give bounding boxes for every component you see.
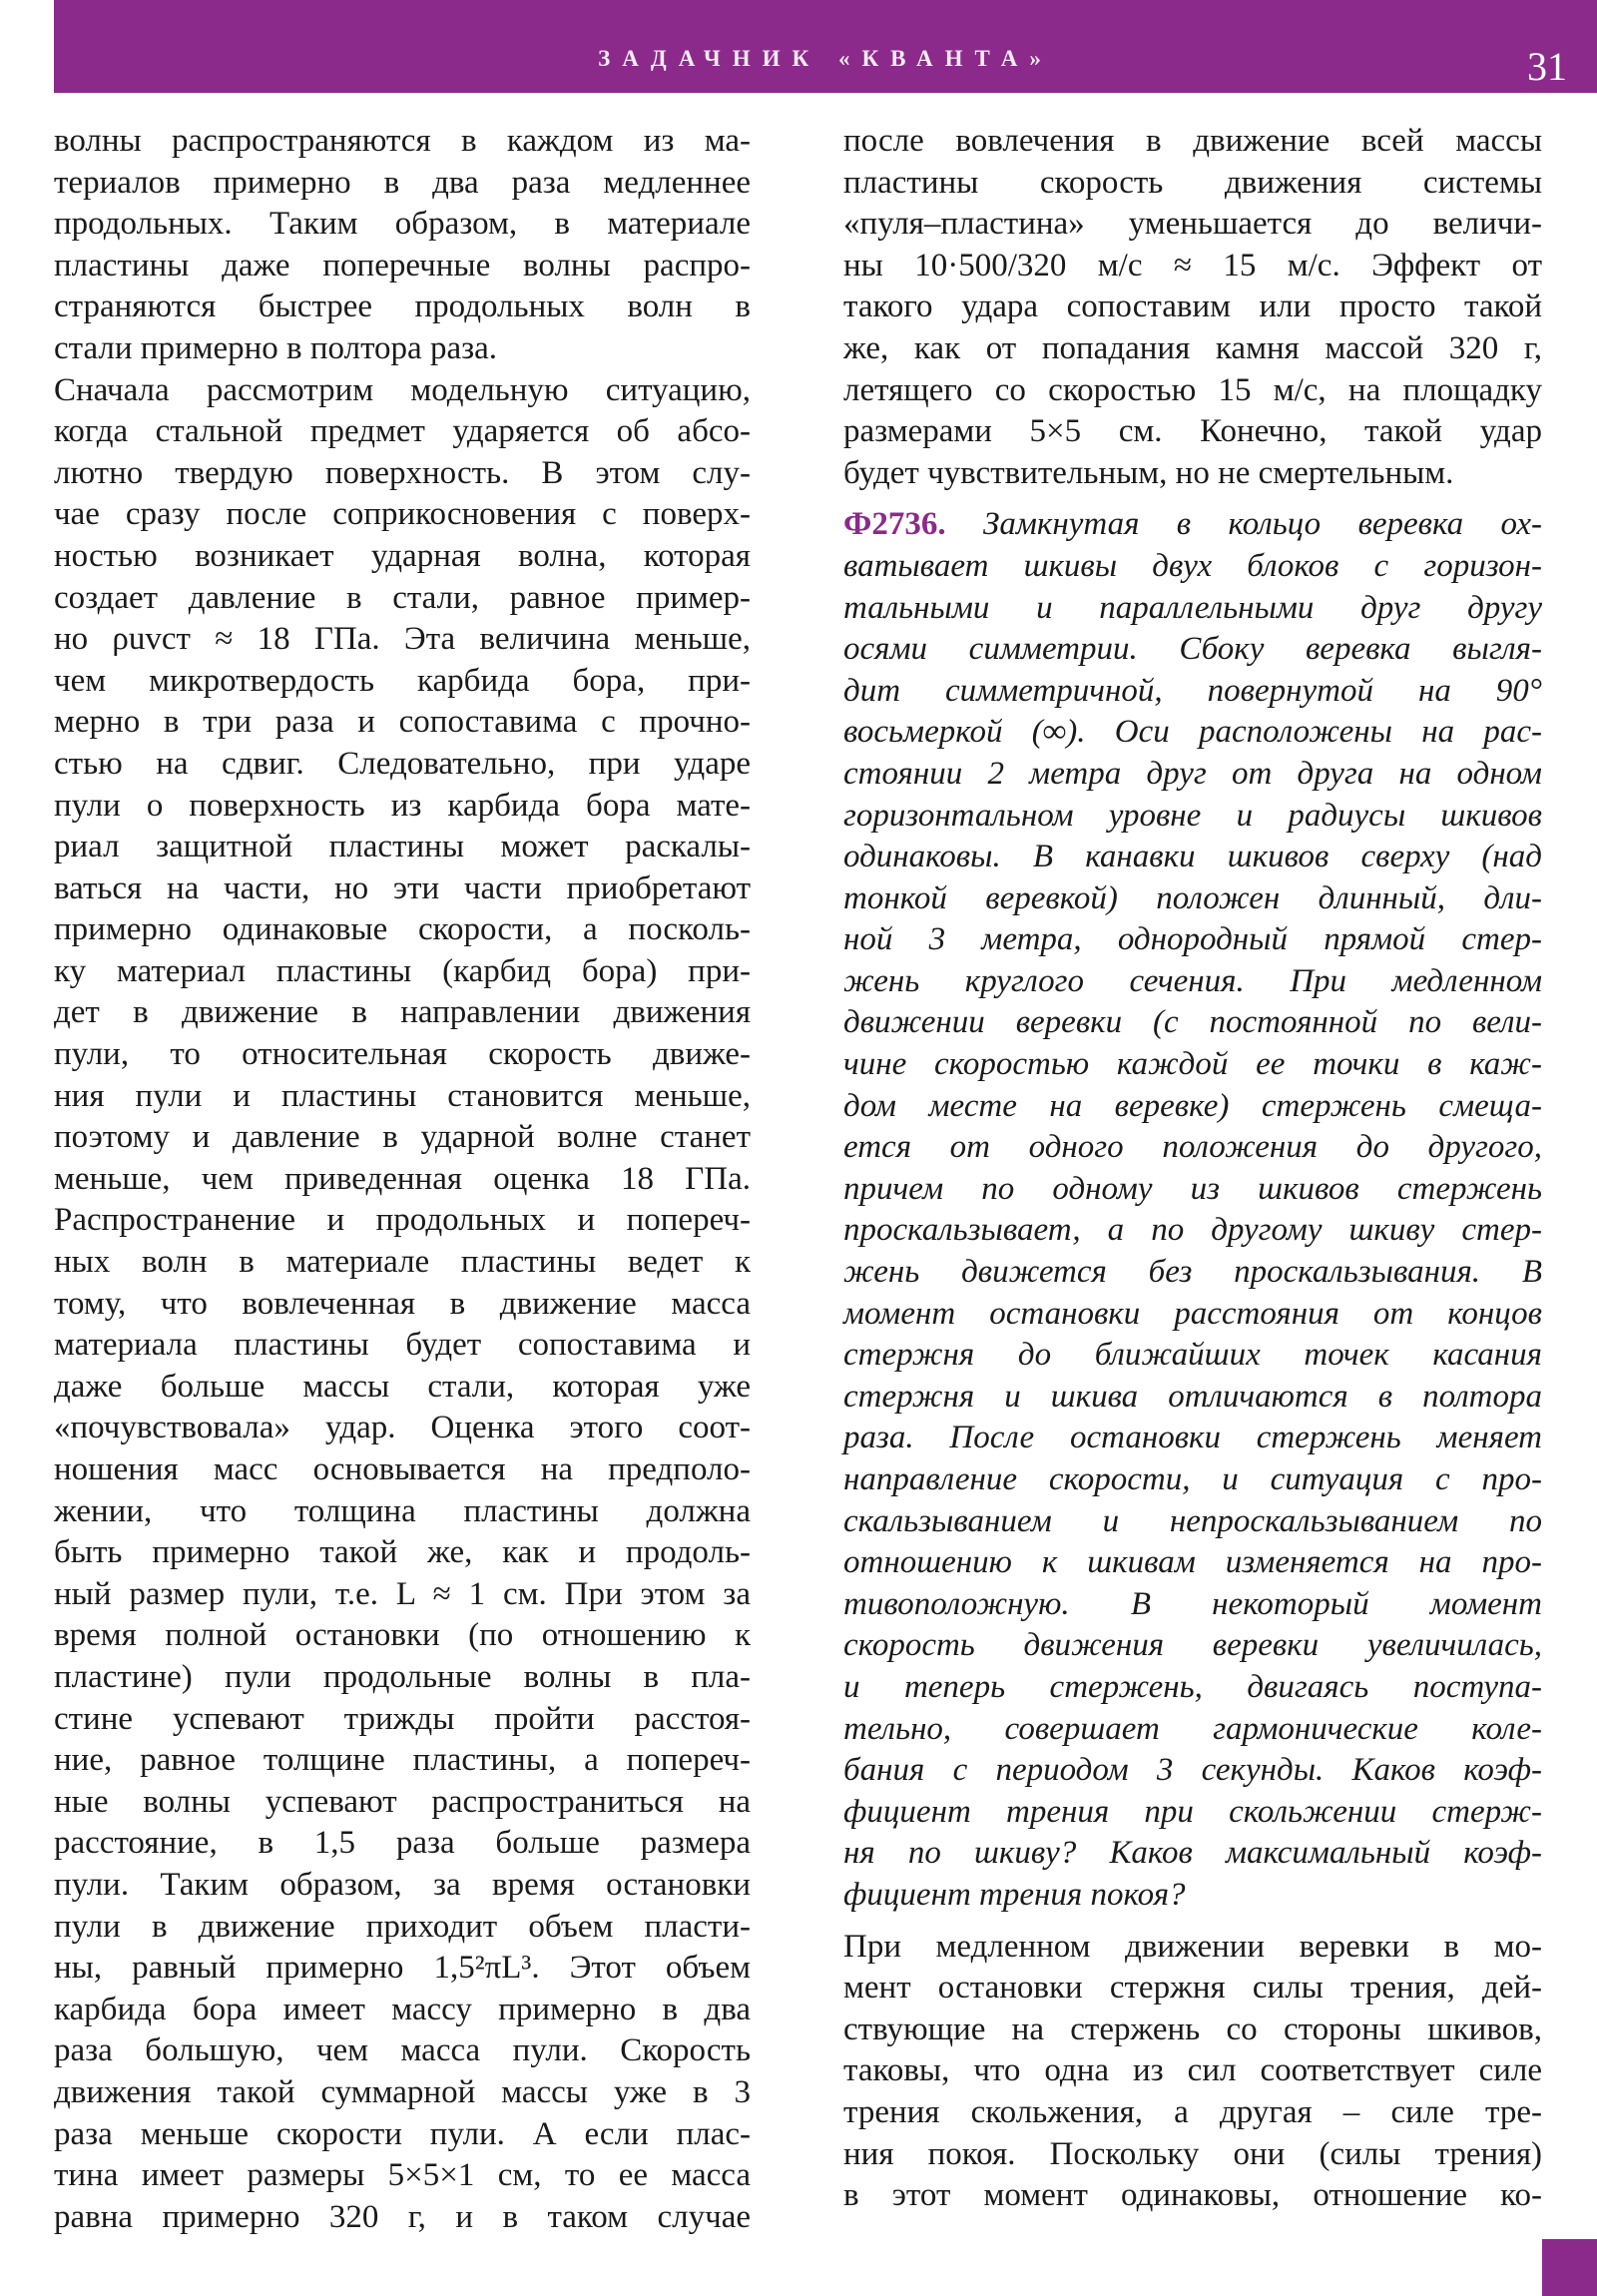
text-line: будет чувствительным, но не смертельным.: [843, 454, 1454, 491]
text-line: горизонтальном уровне и радиусы шкивов: [843, 797, 1542, 834]
section-title: ЗАДАЧНИК «КВАНТА»: [598, 46, 1053, 71]
text-line: дет в движение в направлении движения: [54, 994, 751, 1031]
text-line: ностью возникает ударная волна, которая: [54, 537, 751, 574]
text-line: тельно, совершает гармонические коле-: [843, 1710, 1542, 1747]
text-line: трения скольжения, а другая – силе тре-: [843, 2093, 1542, 2130]
text-line: ния пули и пластины становится меньше,: [54, 1077, 751, 1114]
text-line: мент остановки стержня силы трения, дей-: [843, 1970, 1542, 2007]
text-line: стержня и шкива отличаются в полтора: [843, 1378, 1542, 1415]
text-line: раза меньше скорости пули. А если плас-: [54, 2115, 751, 2152]
text-line: чем микротвердость карбида бора, при-: [54, 662, 751, 699]
text-line: движения такой суммарной массы уже в 3: [54, 2073, 751, 2110]
text-line: ствующие на стержень со стороны шкивов,: [843, 2010, 1542, 2047]
text-line: ны 10·500/320 м/с ≈ 15 м/с. Эффект от: [843, 247, 1542, 284]
text-line: примерно одинаковые скорости, а посколь-: [54, 911, 751, 948]
text-line: пластины даже поперечные волны распро-: [54, 247, 751, 284]
text-line: раза. После остановки стержень меняет: [843, 1420, 1542, 1456]
text-line: даже больше массы стали, которая уже: [54, 1368, 751, 1405]
text-line: поэтому и давление в ударной волне станет: [54, 1119, 751, 1156]
problem-text: Замкнутая в кольцо веревка ох-: [982, 506, 1542, 543]
text-line: ношения масс основывается на предполо-: [54, 1451, 751, 1487]
text-line: жении, что толщина пластины должна: [54, 1492, 751, 1529]
text-line: одинаковы. В канавки шкивов сверху (над: [843, 839, 1542, 875]
text-line: лютно твердую поверхность. В этом слу-: [54, 454, 751, 491]
text-line: волны распространяются в каждом из ма-: [54, 123, 751, 159]
corner-accent-block: [1542, 2239, 1597, 2296]
text-line: ния покоя. Поскольку они (силы трения): [843, 2135, 1542, 2172]
text-line: стине успевают трижды пройти расстоя-: [54, 1700, 751, 1737]
text-line: ку материал пластины (карбид бора) при-: [54, 952, 751, 989]
text-line: продольных. Таким образом, в материале: [54, 206, 751, 243]
text-line: риал защитной пластины может раскалы-: [54, 829, 751, 865]
header-band: [54, 0, 1597, 93]
text-line: меньше, чем приведенная оценка 18 ГПа.: [54, 1160, 751, 1197]
text-line: жень круглого сечения. При медленном: [843, 962, 1542, 999]
text-line: направление скорости, и ситуация с про-: [843, 1461, 1542, 1497]
text-line: пули в движение приходит объем пласти-: [54, 1908, 751, 1945]
solution-text: [843, 1927, 1542, 2217]
text-line: ватывает шкивы двух блоков с горизон-: [843, 547, 1542, 584]
text-line: мерно в три раза и сопоставима с прочно-: [54, 704, 751, 741]
text-line: чае сразу после соприкосновения с поверх-: [54, 496, 751, 533]
text-line: пластины скорость движения системы: [843, 164, 1542, 201]
text-line: момент остановки расстояния от концов: [843, 1295, 1542, 1332]
text-line: фициент трения покоя?: [843, 1876, 1186, 1913]
paragraph-gap: [843, 1917, 1542, 1927]
text-line: движении веревки (с постоянной по вели-: [843, 1004, 1542, 1041]
continued-solution: [843, 121, 1542, 494]
right-column: [843, 121, 1542, 2217]
text-line: после вовлечения в движение всей массы: [843, 123, 1542, 159]
text-line: бания с периодом 3 секунды. Каков коэф-: [843, 1752, 1542, 1789]
text-line: дом месте на веревке) стержень смеща-: [843, 1087, 1542, 1124]
text-line: тина имеет размеры 5×5×1 см, то ее масса: [54, 2157, 751, 2194]
text-line: дит симметричной, повернутой на 90°: [843, 672, 1542, 709]
text-line: териалов примерно в два раза медленнее: [54, 164, 751, 201]
text-line: «пуля–пластина» уменьшается до величи-: [843, 206, 1542, 243]
text-line: размерами 5×5 см. Конечно, такой удар: [843, 413, 1542, 450]
text-line: время полной остановки (по отношению к: [54, 1617, 751, 1654]
text-line: раза большую, чем масса пули. Скорость: [54, 2032, 751, 2069]
text-line: стали примерно в полтора раза.: [54, 329, 498, 366]
text-line: тальными и параллельными друг другу: [843, 589, 1542, 626]
text-line: Сначала рассмотрим модельную ситуацию,: [54, 371, 751, 408]
text-line: чине скоростью каждой ее точки в каж-: [843, 1046, 1542, 1083]
text-line: равна примерно 320 г, и в таком случае: [54, 2198, 751, 2235]
text-line: когда стальной предмет ударяется об абсо-: [54, 413, 751, 450]
text-line: пластине) пули продольные волны в пла-: [54, 1658, 751, 1695]
text-line: страняются быстрее продольных волн в: [54, 288, 751, 325]
page-number: 31: [1527, 44, 1567, 89]
text-line: пули о поверхность из карбида бора мате-: [54, 787, 751, 824]
problem-first-line: [843, 504, 1542, 546]
text-line: жень движется без проскальзывания. В: [843, 1254, 1542, 1291]
text-line: пули, то относительная скорость движе-: [54, 1036, 751, 1073]
text-line: ны, равный примерно 1,5²πL³. Этот объем: [54, 1950, 751, 1987]
text-line: тому, что вовлеченная в движение масса: [54, 1285, 751, 1322]
text-line: осями симметрии. Сбоку веревка выгля-: [843, 631, 1542, 668]
text-line: в этот момент одинаковы, отношение ко-: [843, 2177, 1542, 2214]
text-line: При медленном движении веревки в мо-: [843, 1928, 1542, 1965]
text-line: восьмеркой (∞). Оси расположены на рас-: [843, 714, 1542, 751]
text-line: ные волны успевают распространиться на: [54, 1783, 751, 1820]
text-line: ние, равное толщине пластины, а попереч-: [54, 1742, 751, 1779]
text-line: скорость движения веревки увеличилась,: [843, 1627, 1542, 1664]
text-line: создает давление в стали, равное пример-: [54, 579, 751, 616]
text-line: летящего со скоростью 15 м/с, на площадку: [843, 371, 1542, 408]
text-line: скальзыванием и непроскальзыванием по: [843, 1502, 1542, 1539]
paragraph-gap: [843, 494, 1542, 504]
text-line: фициент трения при скольжении стерж-: [843, 1793, 1542, 1830]
text-line: но ρuvст ≈ 18 ГПа. Эта величина меньше,: [54, 621, 751, 658]
text-line: такого удара сопоставим или просто такой: [843, 288, 1542, 325]
text-line: Распространение и продольных и попереч-: [54, 1202, 751, 1239]
text-line: стоянии 2 метра друг от друга на одном: [843, 755, 1542, 792]
text-line: материала пластины будет сопоставима и: [54, 1327, 751, 1364]
text-line: ный размер пули, т.е. L ≈ 1 см. При этом за: [54, 1575, 751, 1612]
text-line: ной 3 метра, однородный прямой стер-: [843, 921, 1542, 958]
text-line: ня по шкиву? Каков максимальный коэф-: [843, 1835, 1542, 1872]
text-line: тонкой веревкой) положен длинный, дли-: [843, 879, 1542, 916]
text-line: стью на сдвиг. Следовательно, при ударе: [54, 745, 751, 782]
text-line: быть примерно такой же, как и продоль-: [54, 1534, 751, 1571]
text-line: и теперь стержень, двигаясь поступа-: [843, 1668, 1542, 1705]
text-line: пули. Таким образом, за время остановки: [54, 1866, 751, 1903]
text-line: же, как от попадания камня массой 320 г,: [843, 329, 1542, 366]
text-line: таковы, что одна из сил соответствует силе: [843, 2052, 1542, 2089]
text-line: ваться на части, но эти части приобретают: [54, 869, 751, 906]
text-line: проскальзывает, а по другому шкиву стер-: [843, 1212, 1542, 1249]
text-line: «почувствовала» удар. Оценка этого соот-: [54, 1410, 751, 1446]
left-column: [54, 121, 751, 2238]
text-line: расстояние, в 1,5 раза больше размера: [54, 1825, 751, 1862]
text-line: ных волн в материале пластины ведет к: [54, 1244, 751, 1281]
problem-statement: [843, 504, 1542, 1916]
problem-number: Ф2736.: [843, 506, 946, 543]
text-line: ется от одного положения до другого,: [843, 1129, 1542, 1166]
text-line: отношению к шкивам изменяется на про-: [843, 1544, 1542, 1581]
text-line: стержня до ближайших точек касания: [843, 1337, 1542, 1374]
text-line: тивоположную. В некоторый момент: [843, 1585, 1542, 1622]
text-line: причем по одному из шкивов стержень: [843, 1170, 1542, 1207]
text-line: карбида бора имеет массу примерно в два: [54, 1991, 751, 2027]
